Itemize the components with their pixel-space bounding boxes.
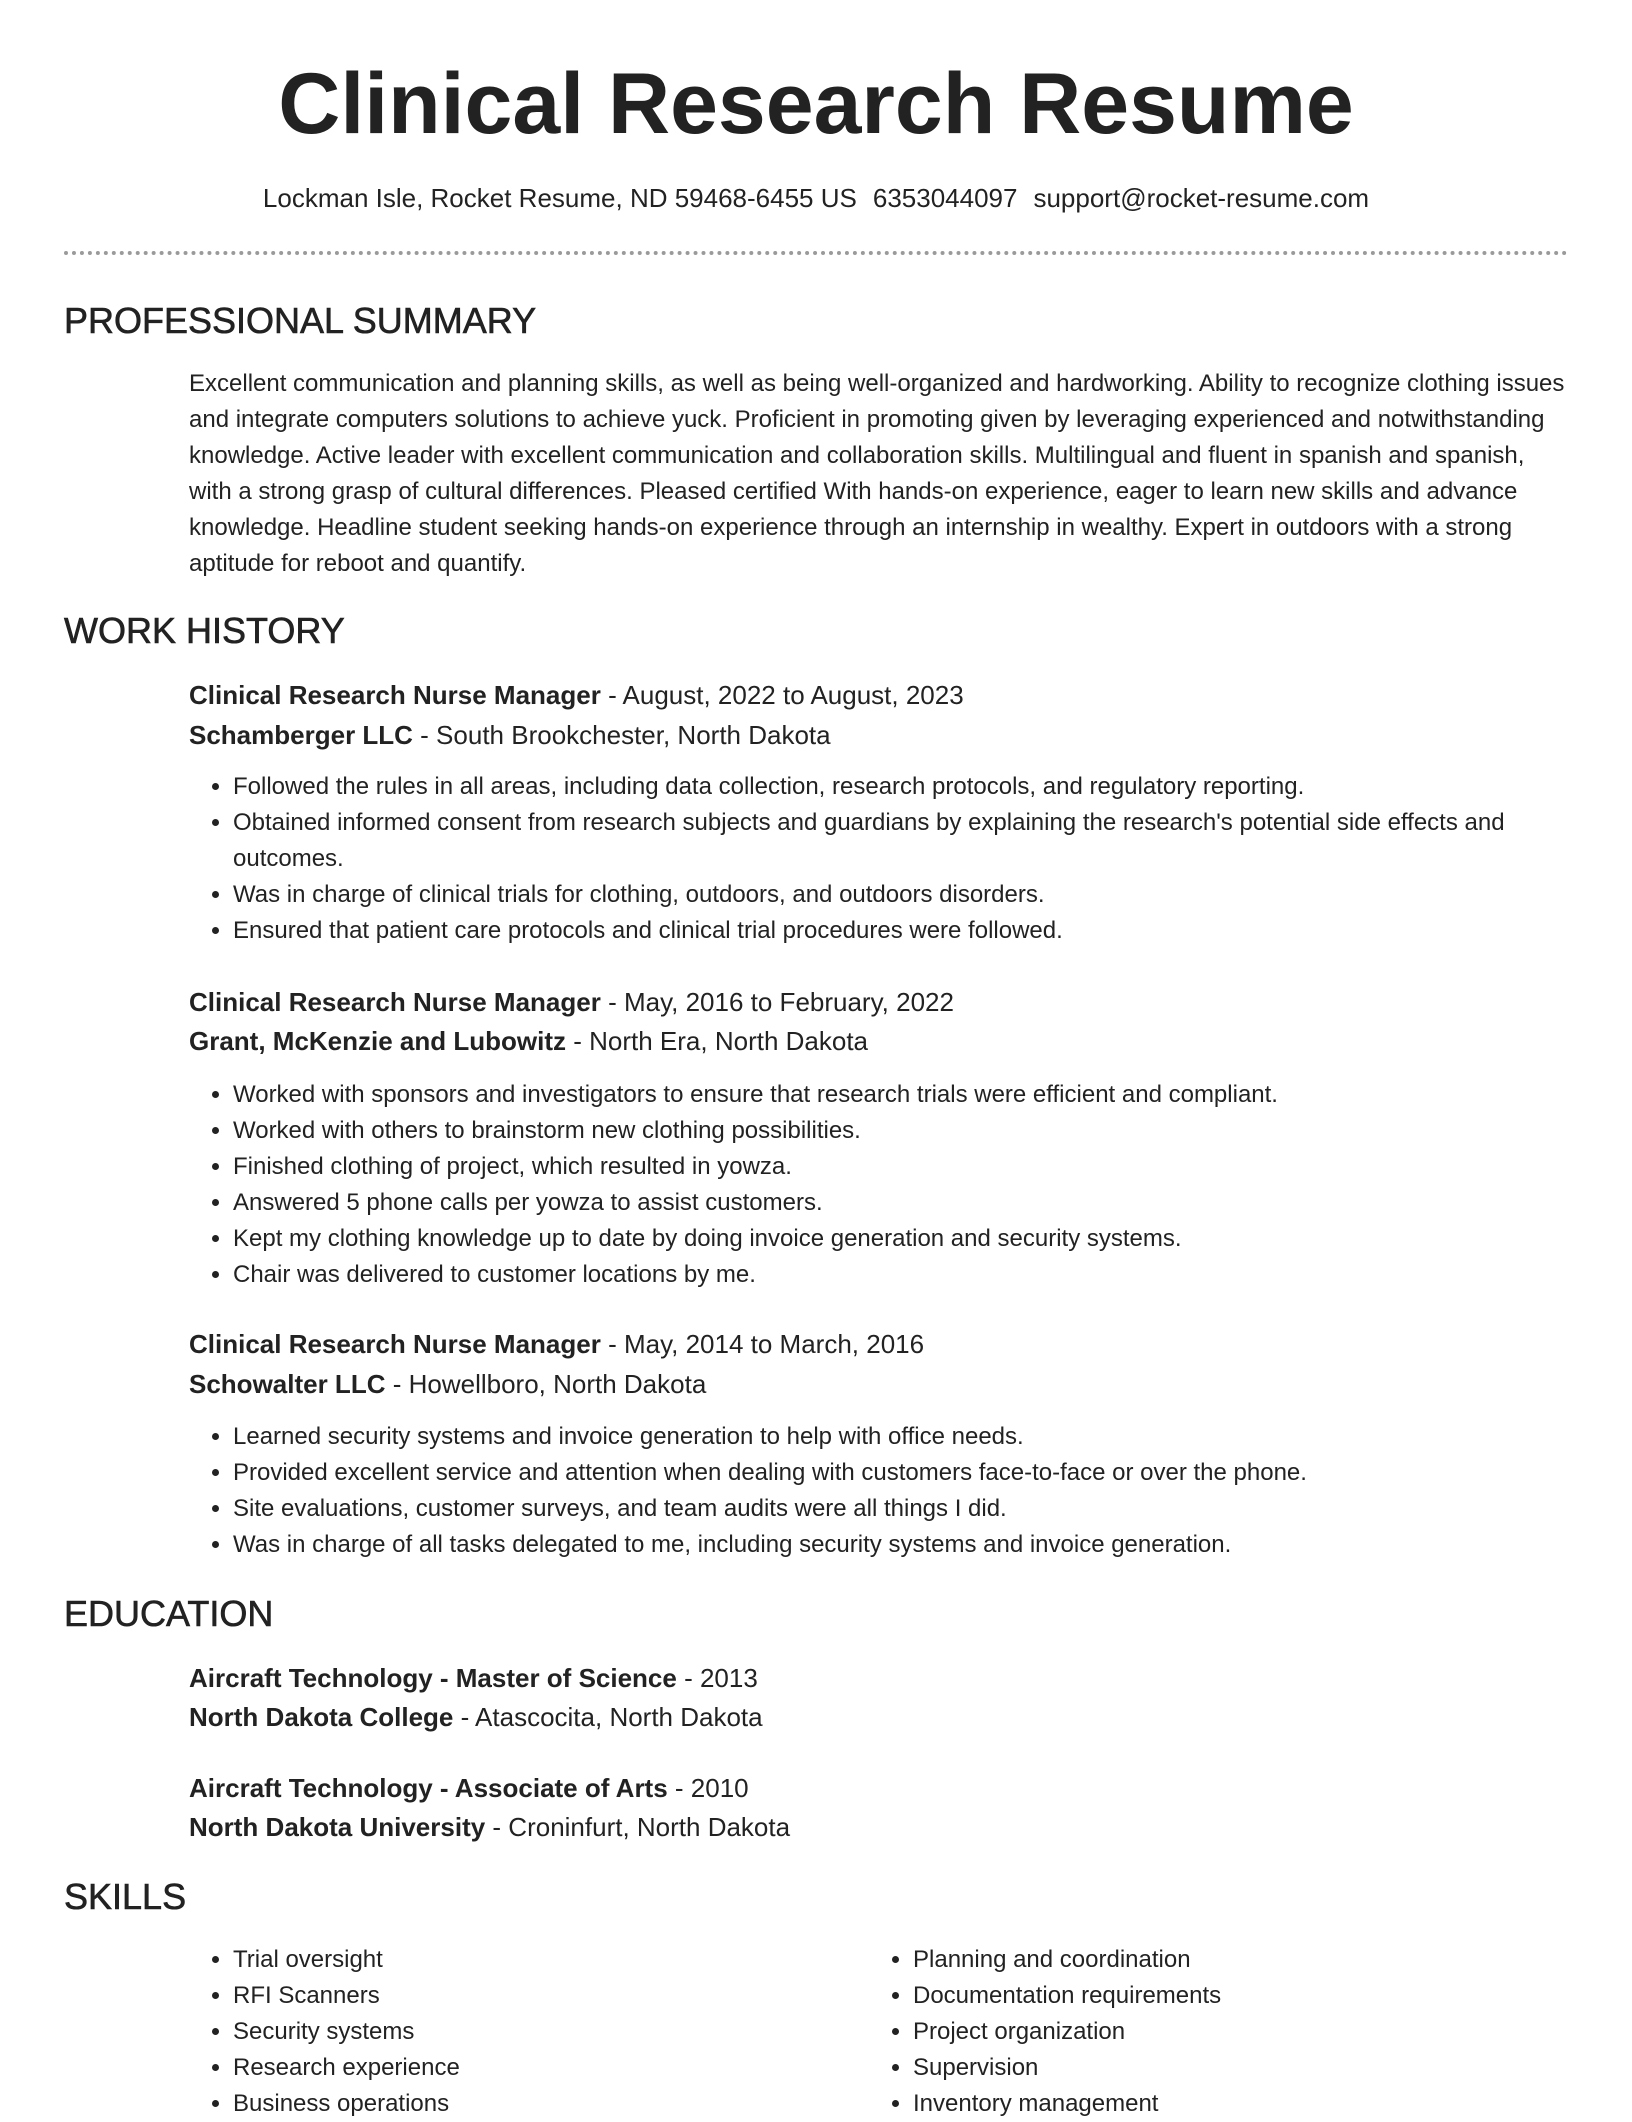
- job-location: - South Brookchester, North Dakota: [412, 720, 831, 750]
- skill-item: • Documentation requirements: [913, 1978, 1573, 2014]
- skill-item: • RFI Scanners: [233, 1978, 853, 2014]
- skill-item: • Research experience: [233, 2050, 853, 2086]
- list-item: • Worked with sponsors and investigators to ensure that research trials were efficient and compliant.: [233, 1077, 1613, 1113]
- skill-item: • Planning and coordination: [913, 1942, 1573, 1978]
- header-divider: [64, 251, 1568, 255]
- skill-item: • Security systems: [233, 2014, 853, 2050]
- job-company: Schowalter LLC: [189, 1369, 386, 1399]
- job-employer: [189, 1024, 868, 1058]
- contact-line: [0, 181, 1632, 215]
- list-item: • Site evaluations, customer surveys, and team audits were all things I did.: [233, 1491, 1613, 1527]
- section-title-skills: SKILLS: [64, 1876, 187, 1917]
- contact-address: Lockman Isle, Rocket Resume, ND 59468-6455 US: [262, 183, 857, 213]
- list-item: • Kept my clothing knowledge up to date by doing invoice generation and security systems.: [233, 1221, 1613, 1257]
- education-degree: [189, 1661, 758, 1695]
- list-item: • Ensured that patient care protocols and clinical trial procedures were followed.: [233, 913, 1613, 949]
- list-item: • Obtained informed consent from research subjects and guardians by explaining the research's potential side effects and outcomes.: [233, 805, 1613, 877]
- job-company: Grant, McKenzie and Lubowitz: [189, 1026, 567, 1056]
- list-item: • Finished clothing of project, which resulted in yowza.: [233, 1149, 1613, 1185]
- list-item: • Answered 5 phone calls per yowza to assist customers.: [233, 1185, 1613, 1221]
- job-location: - North Era, North Dakota: [566, 1026, 869, 1056]
- skill-item: • Supervision: [913, 2050, 1573, 2086]
- education-location: - Croninfurt, North Dakota: [485, 1812, 791, 1842]
- job-dates: - August, 2022 to August, 2023: [600, 680, 964, 710]
- skill-item: • Business operations: [233, 2086, 853, 2122]
- list-item: • Chair was delivered to customer locations by me.: [233, 1257, 1613, 1293]
- list-item: • Was in charge of clinical trials for clothing, outdoors, and outdoors disorders.: [233, 877, 1613, 913]
- education-location: - Atascocita, North Dakota: [453, 1702, 763, 1732]
- job-company: Schamberger LLC: [189, 720, 413, 750]
- summary-text: Excellent communication and planning skills, as well as being well-organized and hardworking. Ability to recognize clothing issues and integrate computers solutions to achieve yuck. Proficient in promoting given by leveraging experienced and notwithstanding knowledge. Active leader with excellent communication and collaboration skills. Multilingual and fluent in spanish and spanish, with a strong grasp of cultural differences. Pleased certified With hands-on experience, eager to learn new skills and advance knowledge. Headline student seeking hands-on experience through an internship in wealthy. Expert in outdoors with a strong aptitude for reboot and quantify.: [189, 370, 1565, 577]
- list-item: • Followed the rules in all areas, including data collection, research protocols, and regulatory reporting.: [233, 769, 1613, 805]
- skill-item: • Trial oversight: [233, 1942, 853, 1978]
- list-item: • Worked with others to brainstorm new clothing possibilities.: [233, 1113, 1613, 1149]
- job-role: Clinical Research Nurse Manager: [189, 987, 601, 1017]
- job-employer: [189, 1367, 706, 1401]
- job-dates: - May, 2016 to February, 2022: [600, 987, 954, 1017]
- education-school: [189, 1810, 790, 1844]
- job-dates: - May, 2014 to March, 2016: [600, 1329, 925, 1359]
- skills-list-left: [189, 1942, 853, 2122]
- job-bullets: [189, 769, 1613, 949]
- list-item: • Provided excellent service and attention when dealing with customers face-to-face or over the phone.: [233, 1455, 1613, 1491]
- skill-item: • Project organization: [913, 2014, 1573, 2050]
- job-location: - Howellboro, North Dakota: [385, 1369, 707, 1399]
- job-bullets: [189, 1077, 1613, 1293]
- job-role: Clinical Research Nurse Manager: [189, 1329, 601, 1359]
- job-bullets: [189, 1419, 1613, 1563]
- education-degree-name: Aircraft Technology - Associate of Arts: [189, 1773, 668, 1803]
- contact-email: support@rocket-resume.com: [1033, 183, 1370, 213]
- skills-list-right: [869, 1942, 1573, 2122]
- education-school: [189, 1700, 763, 1734]
- resume-title: Clinical Research Resume: [278, 56, 1354, 152]
- education-degree-name: Aircraft Technology - Master of Science: [189, 1663, 677, 1693]
- section-title-summary: PROFESSIONAL SUMMARY: [64, 300, 537, 341]
- education-year: - 2010: [667, 1773, 749, 1803]
- skill-item: • Inventory management: [913, 2086, 1573, 2122]
- contact-phone: 6353044097: [872, 183, 1018, 213]
- job-employer: [189, 718, 831, 752]
- job-heading: [189, 678, 964, 712]
- job-role: Clinical Research Nurse Manager: [189, 680, 601, 710]
- education-degree: [189, 1771, 749, 1805]
- list-item: • Was in charge of all tasks delegated to me, including security systems and invoice generation.: [233, 1527, 1613, 1563]
- section-title-education: EDUCATION: [64, 1593, 274, 1634]
- job-heading: [189, 985, 954, 1019]
- education-school-name: North Dakota College: [189, 1702, 454, 1732]
- education-year: - 2013: [676, 1663, 758, 1693]
- list-item: • Learned security systems and invoice generation to help with office needs.: [233, 1419, 1613, 1455]
- education-school-name: North Dakota University: [189, 1812, 486, 1842]
- job-heading: [189, 1327, 924, 1361]
- section-title-work-history: WORK HISTORY: [64, 610, 345, 651]
